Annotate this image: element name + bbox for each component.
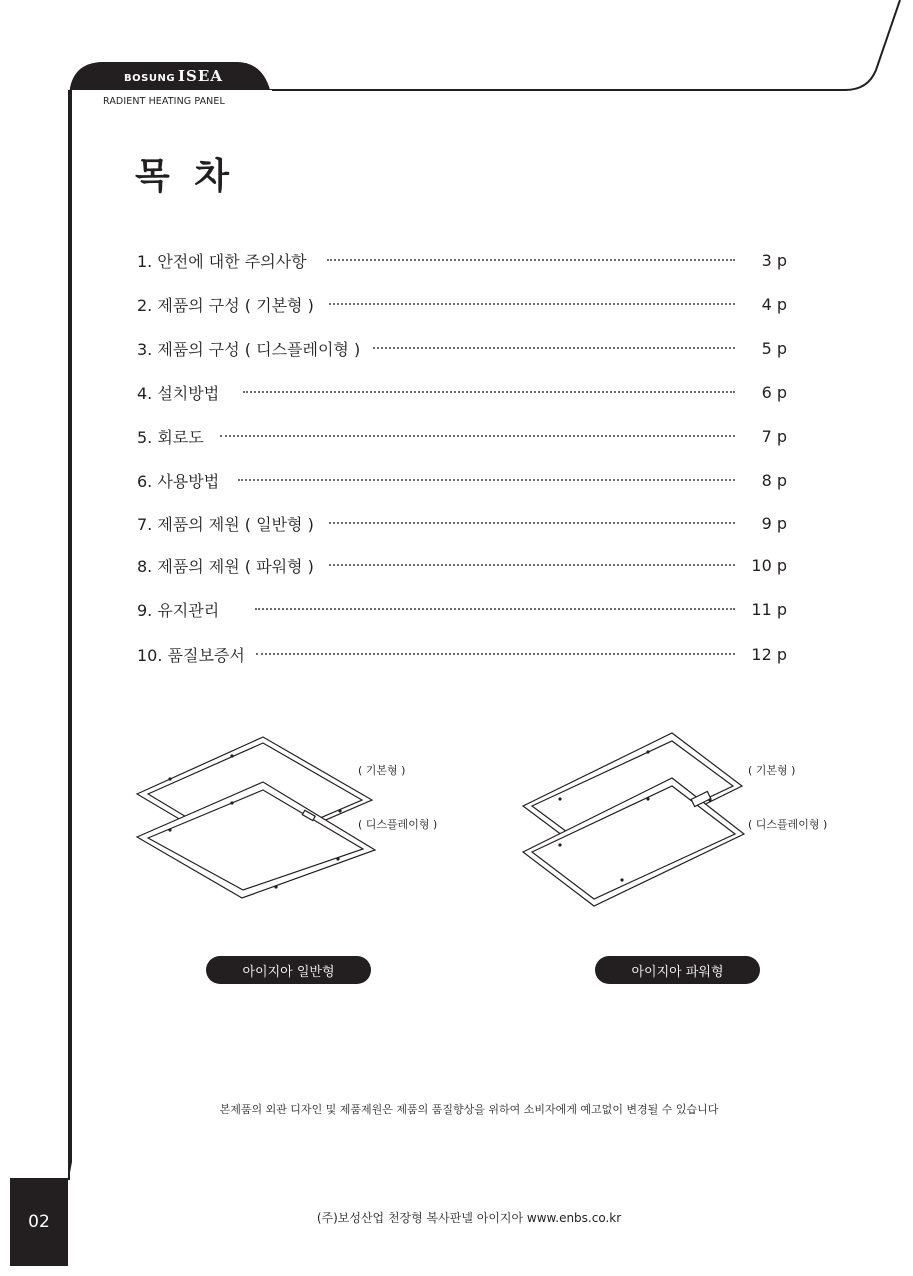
toc-item-label: 10. 품질보증서 <box>137 645 245 665</box>
toc-item-page: 8 p <box>761 470 787 490</box>
brand-subtitle: RADIENT HEATING PANEL <box>103 96 225 107</box>
toc-item-label: 1. 안전에 대한 주의사항 <box>137 251 307 271</box>
toc-item-page: 6 p <box>761 382 787 402</box>
toc-item-page: 12 p <box>751 644 787 664</box>
display-panel-left-illustration <box>137 782 375 898</box>
display-panel-right-illustration <box>523 778 744 906</box>
toc-item-page: 7 p <box>761 426 787 446</box>
caption-right-basic: ( 기본형 ) <box>748 764 796 777</box>
toc-item-page: 10 p <box>751 555 787 575</box>
toc-item-page: 4 p <box>761 294 787 314</box>
brand-big: ISEA <box>178 67 223 85</box>
product-name-left: 아이지아 일반형 <box>206 956 371 984</box>
toc-item-page: 9 p <box>761 513 787 533</box>
toc-item-label: 8. 제품의 제원 ( 파워형 ) <box>137 556 314 576</box>
footer-text: (주)보성산업 천장형 복사판넬 아이지아 www.enbs.co.kr <box>316 1211 622 1225</box>
page-title: 목 차 <box>135 156 236 197</box>
toc-item-page: 11 p <box>751 599 787 619</box>
caption-left-basic: ( 기본형 ) <box>358 764 406 777</box>
caption-right-display: ( 디스플레이형 ) <box>748 818 828 831</box>
notice-text: 본제품의 외관 디자인 및 제품제원은 제품의 품질향상을 위하여 소비자에게 예고없이 변경될 수 있습니다 <box>219 1103 719 1116</box>
toc-item-label: 6. 사용방법 <box>137 471 220 491</box>
brand-small: BOSUNG <box>124 73 176 84</box>
toc-item-label: 5. 회로도 <box>137 427 204 447</box>
toc-item-label: 7. 제품의 제원 ( 일반형 ) <box>137 514 314 534</box>
toc-item-label: 3. 제품의 구성 ( 디스플레이형 ) <box>137 339 361 359</box>
toc-item-page: 3 p <box>761 250 787 270</box>
toc-item-label: 4. 설치방법 <box>137 383 220 403</box>
toc-item-label: 2. 제품의 구성 ( 기본형 ) <box>137 295 314 315</box>
product-name-right: 아이지아 파워형 <box>595 956 760 984</box>
toc-item-label: 9. 유지관리 <box>137 600 220 620</box>
toc-item-page: 5 p <box>761 338 787 358</box>
page-number: 02 <box>28 1212 50 1232</box>
caption-left-display: ( 디스플레이형 ) <box>358 818 438 831</box>
